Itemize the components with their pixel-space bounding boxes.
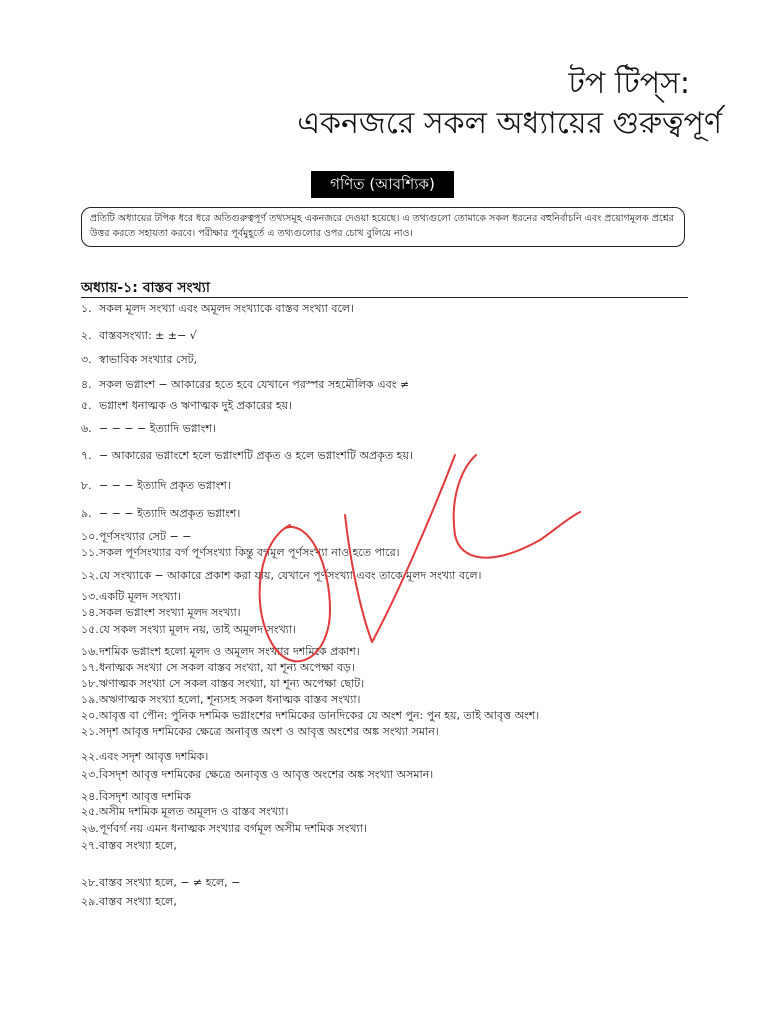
page-title-line1: টপ টিপ্‌স:	[568, 66, 690, 101]
list-item	[81, 447, 413, 466]
item-number: ৯.	[81, 507, 92, 520]
list-item	[81, 621, 296, 640]
item-number: ১৬.	[81, 645, 99, 658]
item-text: বাস্তব সংখ্যা হলে, − ≠ হলে, −	[99, 876, 241, 889]
item-number: ৬.	[81, 422, 92, 435]
item-text: সকল মূলদ সংখ্যা এবং অমূলদ সংখ্যাকে বাস্তব সংখ্যা বলে।	[99, 302, 354, 315]
item-text: ভগ্নাংশ ধনাত্মক ও ঋণাত্মক দুই প্রকারের হয়।	[99, 399, 293, 412]
item-number: ১৩.	[81, 590, 99, 603]
list-item	[81, 420, 216, 439]
item-text: বিসদৃশ আবৃত্ত দশমিক	[99, 790, 191, 803]
list-item	[81, 544, 400, 563]
item-number: ১৯.	[81, 693, 99, 706]
item-number: ১৫.	[81, 623, 99, 636]
item-number: ৮.	[81, 479, 92, 492]
item-text: বাস্তব সংখ্যা হলে,	[99, 839, 177, 852]
list-item	[81, 477, 231, 496]
list-item	[81, 766, 433, 785]
list-item	[81, 748, 208, 767]
intro-box	[81, 207, 685, 247]
item-number: ৭.	[81, 449, 92, 462]
item-number: ২৯.	[81, 895, 99, 908]
item-number: ১২.	[81, 569, 99, 582]
item-number: ১০.	[81, 530, 99, 543]
item-text: বাস্তব সংখ্যা হলে,	[99, 895, 177, 908]
item-text: ঋণাত্মক সংখ্যা সে সকল বাস্তব সংখ্যা, যা শূন্য অপেক্ষা ছোট।	[99, 677, 365, 690]
list-item	[81, 837, 177, 856]
item-text: দশমিক ভগ্নাংশ হলো মূলদ ও অমূলদ সংখ্যার দশমিকে প্রকাশ।	[99, 645, 360, 658]
list-item	[81, 397, 292, 416]
item-number: ২০.	[81, 709, 99, 722]
list-item	[81, 300, 354, 319]
item-number: ১.	[81, 302, 92, 315]
page-title-line2: একনজরে সকল অধ্যায়ের গুরুত্বপূর্ণ	[297, 106, 722, 141]
scribble-loop-c	[454, 455, 580, 558]
item-text: স্বাভাবিক সংখ্যার সেট,	[99, 353, 198, 366]
item-text: বিসদৃশ আবৃত্ত দশমিকের ক্ষেত্রে অনাবৃত্ত ও আবৃত্ত অংশের অঙ্ক সংখ্যা অসমান।	[99, 768, 434, 781]
item-text: যে সকল সংখ্যা মূলদ নয়, তাই অমূলদ সংখ্যা।	[99, 623, 296, 636]
item-text: বাস্তবসংখ্যা: ± ±− √	[99, 329, 197, 342]
item-number: ৪.	[81, 378, 92, 391]
list-item	[81, 893, 177, 912]
item-text: যে সংখ্যাকে − আকারে প্রকাশ করা যায়, যেখানে পূর্ণসংখ্যা এবং তাকে মূলদ সংখ্যা বলে।	[99, 569, 482, 582]
item-number: ৫.	[81, 399, 92, 412]
item-number: ২.	[81, 329, 92, 342]
item-number: ২৪.	[81, 790, 99, 803]
item-number: ২১.	[81, 725, 99, 738]
item-text: ধনাত্মক সংখ্যা সে সকল বাস্তব সংখ্যা, যা শূন্য অপেক্ষা বড়।	[99, 661, 355, 674]
item-number: ২৬.	[81, 822, 99, 835]
item-text: পূর্ণবর্গ নয় এমন ধনাত্মক সংখ্যার বর্গমূল অসীম দশমিক সংখ্যা।	[99, 822, 367, 835]
item-text: একটি মূলদ সংখ্যা।	[99, 590, 181, 603]
item-text: − − − − ইত্যাদি ভগ্নাংশ।	[99, 422, 216, 435]
item-text: সদৃশ আবৃত্ত দশমিকের ক্ষেত্রে অনাবৃত্ত অংশ ও আবৃত্ত অংশের অঙ্ক সংখ্যা সমান।	[99, 725, 439, 738]
list-item	[81, 567, 482, 586]
item-text: − আকারের ভগ্নাংশে হলে ভগ্নাংশটি প্রকৃত ও হলে ভগ্নাংশটি অপ্রকৃত হয়।	[99, 449, 413, 462]
item-number: ২৫.	[81, 805, 99, 818]
item-text: আবৃত্ত বা পৌন: পুনিক দশমিক ভগ্নাংশের দশমিকের ডানদিকের যে অংশ পুন: পুন হয়, তাই আবৃত্ত অংশ।	[99, 709, 540, 722]
item-number: ৩.	[81, 353, 92, 366]
item-text: পূর্ণসংখ্যার সেট − −	[99, 530, 192, 543]
list-item	[81, 327, 197, 346]
item-number: ২৩.	[81, 768, 99, 781]
list-item	[81, 505, 240, 524]
item-number: ২৭.	[81, 839, 99, 852]
item-text: − − − ইত্যাদি প্রকৃত ভগ্নাংশ।	[99, 479, 231, 492]
chapter-divider	[81, 297, 688, 298]
item-text: সকল ভগ্নাংশ সংখ্যা মূলদ সংখ্যা।	[99, 606, 241, 619]
chapter-heading: অধ্যায়-১: বাস্তব সংখ্যা	[81, 280, 210, 296]
item-text: অসীম দশমিক মূলত অমূলদ ও বাস্তব সংখ্যা।	[99, 805, 289, 818]
list-item	[81, 376, 409, 395]
item-text: সকল পূর্ণসংখ্যার বর্গ পূর্ণসংখ্যা কিন্তু বর্গমূল পূর্ণসংখ্যা নাও হতে পারে।	[99, 546, 400, 559]
item-number: ১৮.	[81, 677, 99, 690]
item-number: ২৮.	[81, 876, 99, 889]
item-text: সকল ভগ্নাংশ − আকারের হতে হবে যেখানে পরস্পর সহমৌলিক এবং ≠	[99, 378, 410, 391]
item-text: এবং সদৃশ আবৃত্ত দশমিক।	[99, 750, 209, 763]
item-number: ১১.	[81, 546, 99, 559]
item-number: ২২.	[81, 750, 99, 763]
list-item	[81, 874, 240, 893]
intro-text: প্রতিটি অধ্যায়ের টপিক ধরে ধরে অতিগুরুত্বপূর্ণ তথ্যসমূহ একনজরে দেওয়া হয়েছে। এ তথ্যগুলো তোমাকে সকল ধরনের বহুনির্বাচনি এবং প্রয়োগমূলক প্রশ্নের উত্তর করতে সহায়তা করবে। পরীক্ষার পূর্বমুহূর্তে এ তথ্যগুলোর ওপর চোখ বুলিয়ে নাও।	[90, 213, 674, 239]
item-text: − − − ইত্যাদি অপ্রকৃত ভগ্নাংশ।	[99, 507, 241, 520]
list-item	[81, 351, 197, 370]
list-item	[81, 723, 439, 742]
item-number: ১৭.	[81, 661, 99, 674]
item-text: অঋণাত্মক সংখ্যা হলো, শূন্যসহ সকল ধনাত্মক বাস্তব সংখ্যা।	[99, 693, 361, 706]
item-number: ১৪.	[81, 606, 99, 619]
subject-badge: গণিত (আবশ্যিক)	[311, 171, 454, 198]
